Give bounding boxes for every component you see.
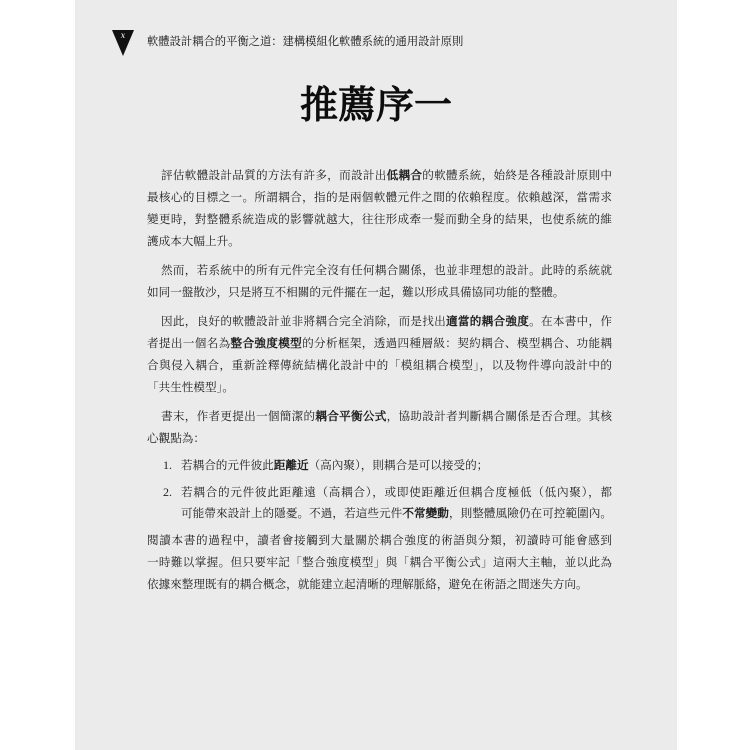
- text-line: [147, 186, 612, 208]
- text-line: [147, 551, 612, 573]
- text-line: [147, 310, 612, 332]
- text-segment: 「共生性模型」。: [147, 380, 234, 394]
- text-line: [147, 281, 612, 303]
- paragraph-1: [147, 164, 612, 252]
- text-line: [147, 230, 612, 252]
- text-segment: ，協助設計者判斷耦合關係是否合理。其核: [386, 409, 612, 423]
- paragraph-2: [147, 259, 612, 303]
- text-line: [147, 405, 612, 427]
- text-segment: 若耦合的元件彼此: [181, 458, 274, 472]
- page-title: 推薦序一: [299, 82, 452, 127]
- paragraph-5: [147, 529, 612, 595]
- text-segment: ，則整體風險仍在可控範圍內。: [448, 506, 612, 520]
- text-segment: 然而，若系統中的所有元件完全沒有任何耦合關係，也並非理想的設計。此時的系統就: [161, 263, 612, 277]
- text-segment: 。在本書中，作: [529, 314, 612, 328]
- text-segment: 者提出一個名為: [147, 336, 231, 350]
- paragraph-3: [147, 310, 612, 398]
- text-segment: 如同一盤散沙，只是將互不相關的元件擺在一起，難以形成具備協同功能的整體。: [147, 285, 565, 299]
- text-segment: 依據來整理既有的耦合概念，就能建立起清晰的理解脈絡，避免在術語之間迷失方向。: [147, 577, 588, 591]
- text-line: [181, 455, 612, 476]
- text-segment: 因此，良好的軟體設計並非將耦合完全消除，而是找出: [161, 314, 446, 328]
- bold-term: 耦合平衡公式: [315, 409, 387, 423]
- text-line: [147, 427, 612, 449]
- list-item-text: [181, 455, 612, 476]
- bold-term: 不常變動: [402, 506, 449, 520]
- text-segment: （高內聚），則耦合是可以接受的；: [308, 458, 489, 472]
- chapter-badge-glyph: x: [120, 31, 126, 40]
- text-segment: 心觀點為：: [147, 431, 205, 445]
- bold-term: 整合強度模型: [230, 336, 303, 350]
- text-segment: 可能帶來設計上的隱憂。不過，若這些元件: [181, 506, 403, 520]
- text-segment: 最核心的目標之一。所謂耦合，指的是兩個軟體元件之間的依賴程度。依賴越深，當需求: [147, 190, 612, 204]
- text-line: [147, 573, 612, 595]
- bold-term: 低耦合: [386, 168, 423, 182]
- list-item-text: [181, 482, 612, 524]
- list-number: 1.: [163, 458, 172, 472]
- text-line: [147, 332, 612, 354]
- text-segment: 閱讀本書的過程中，讀者會接觸到大量關於耦合強度的術語與分類，初讀時可能會感到: [147, 533, 612, 547]
- bold-term: 距離近: [273, 458, 309, 472]
- text-segment: 若耦合的元件彼此距離遠（高耦合），或即使距離近但耦合度極低（低內聚），都: [181, 485, 612, 499]
- text-segment: 合與侵入耦合，重新詮釋傳統結構化設計中的「模組耦合模型」，以及物件導向設計中的: [147, 358, 612, 372]
- text-segment: 的軟體系統，始終是各種設計原則中: [422, 168, 612, 182]
- text-line: [147, 164, 612, 186]
- list-number: 2.: [163, 485, 172, 499]
- text-segment: 一時難以掌握。但只要牢記「整合強度模型」與「耦合平衡公式」這兩大主軸，並以此為: [147, 555, 612, 569]
- text-segment: 評估軟體設計品質的方法有許多，而設計出: [161, 168, 387, 182]
- text-line: [147, 376, 612, 398]
- paragraph-4: [147, 405, 612, 449]
- text-segment: 的分析框架，透過四種層級：契約耦合、模型耦合、功能耦: [302, 336, 612, 350]
- text-line: [147, 529, 612, 551]
- text-segment: 書末，作者更提出一個簡潔的: [161, 409, 316, 423]
- text-line: [147, 208, 612, 230]
- text-line: [147, 354, 612, 376]
- bold-term: 適當的耦合強度: [446, 314, 530, 328]
- text-line: [181, 503, 612, 524]
- text-segment: 護成本大幅上升。: [147, 234, 240, 248]
- running-header-title: 軟體設計耦合的平衡之道：建構模組化軟體系統的通用設計原則: [147, 35, 464, 48]
- chapter-badge-icon: [112, 30, 134, 56]
- text-line: [147, 259, 612, 281]
- text-line: [181, 482, 612, 503]
- text-segment: 變更時，對整體系統造成的影響就越大，往往形成牽一髮而動全身的結果，也使系統的維: [147, 212, 612, 226]
